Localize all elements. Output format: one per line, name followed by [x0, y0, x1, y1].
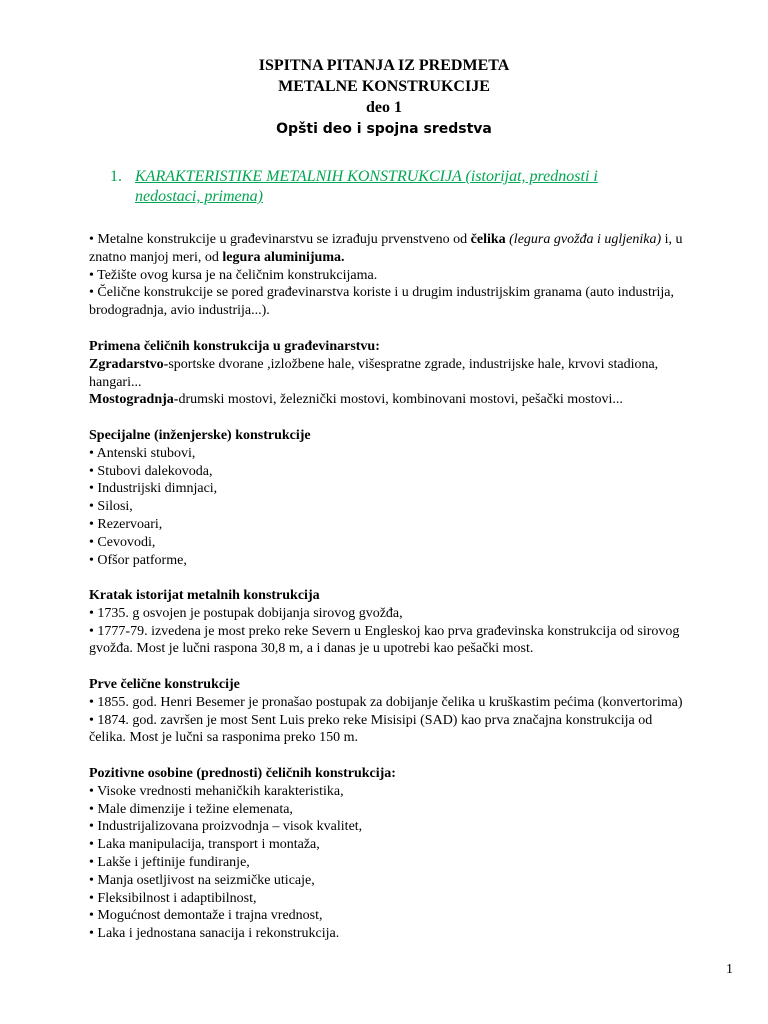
list-item: • Male dimenzije i težine elemenata,: [89, 801, 293, 817]
primena-zgradarstvo-cont: hangari...: [89, 374, 142, 390]
list-item: • Visoke vrednosti mehaničkih karakteristika,: [89, 783, 344, 799]
section-1-title-rest: (istorijat, prednosti i: [461, 168, 598, 185]
intro-line: [89, 231, 737, 249]
list-item: • Lakše i jeftinije fundiranje,: [89, 854, 250, 870]
intro-text: znatno manjoj meri, od: [89, 249, 223, 265]
prve-line: čelika. Most je lučni sa rasponima preko 150 m.: [89, 730, 359, 746]
section-1-title-main: KARAKTERISTIKE METALNIH KONSTRUKCIJA: [135, 168, 462, 185]
intro-bold-term: čelika: [470, 232, 506, 247]
section-1-title-line-2: nedostaci, primena): [135, 188, 263, 205]
prve-heading: Prve čelične konstrukcije: [89, 677, 240, 692]
istorijat-line: • 1735. g osvojen je postupak dobijanja sirovog gvožđa,: [89, 605, 403, 621]
mostogradnja-text: drumski mostovi, železnički mostovi, kombinovani mostovi, pešački mostovi...: [178, 392, 623, 408]
list-item: • Ofšor patforme,: [89, 552, 187, 568]
document-title-line-3: deo 1: [366, 99, 402, 116]
pozitivne-heading: Pozitivne osobine (prednosti) čeličnih konstrukcija:: [89, 766, 396, 781]
list-item: • Cevovodi,: [89, 534, 156, 550]
intro-line: [89, 249, 737, 267]
page-number: 1: [726, 962, 733, 977]
intro-italic-note: (legura gvožđa i ugljenika): [505, 232, 662, 247]
section-1-title: [135, 167, 670, 207]
document-title-line-2: METALNE KONSTRUKCIJE: [278, 78, 490, 95]
document-title-line-1: ISPITNA PITANJA IZ PREDMETA: [258, 57, 510, 74]
prve-line: • 1855. god. Henri Besemer je pronašao postupak za dobijanje čelika u kruškastim pećima (konvertorima): [89, 694, 683, 710]
document-subtitle: Opšti deo i spojna sredstva: [276, 121, 492, 137]
prve-section: [89, 676, 737, 747]
primena-mostogradnja: [89, 391, 737, 409]
list-item: • Silosi,: [89, 499, 133, 515]
intro-line: brodogradnja, avio industrija...).: [89, 303, 270, 319]
list-item: • Laka manipulacija, transport i montaža,: [89, 837, 320, 853]
intro-bold-term: legura aluminijuma.: [222, 249, 345, 265]
specijalne-heading: Specijalne (inženjerske) konstrukcije: [89, 428, 311, 443]
list-item: • Rezervoari,: [89, 516, 163, 532]
intro-text: • Metalne konstrukcije u građevinarstvu se izrađuju prvenstveno od: [89, 232, 471, 247]
intro-paragraphs: [89, 231, 737, 320]
list-item: • Manja osetljivost na seizmičke uticaje,: [89, 872, 315, 888]
intro-text: i, u: [661, 232, 683, 247]
list-item: • Mogućnost demontaže i trajna vrednost,: [89, 908, 323, 924]
section-1-heading: [110, 167, 670, 207]
list-item: • Industrijski dimnjaci,: [89, 481, 218, 497]
list-item: • Industrijalizovana proizvodnja – visok kvalitet,: [89, 819, 363, 835]
list-item: • Antenski stubovi,: [89, 445, 196, 461]
primena-heading: Primena čeličnih konstrukcija u građevinarstvu:: [89, 339, 380, 354]
prve-line: • 1874. god. završen je most Sent Luis preko reke Misisipi (SAD) kao prva značajna konstrukcija od: [89, 712, 653, 728]
list-item: • Stubovi dalekovoda,: [89, 463, 213, 479]
list-item: • Laka i jednostana sanacija i rekonstrukcija.: [89, 926, 340, 942]
istorijat-line: gvožđa. Most je lučni raspona 30,8 m, a i danas je u upotrebi kao pešački most.: [89, 641, 534, 657]
istorijat-heading: Kratak istorijat metalnih konstrukcija: [89, 588, 320, 603]
primena-section: [89, 338, 737, 409]
zgradarstvo-label: Zgradarstvo-: [89, 356, 169, 372]
pozitivne-section: [89, 765, 737, 943]
list-item: • Fleksibilnost i adaptibilnost,: [89, 890, 257, 906]
section-1-number: 1.: [110, 168, 122, 185]
istorijat-section: [89, 587, 737, 658]
mostogradnja-label: Mostogradnja-: [89, 392, 179, 408]
intro-line: • Težište ovog kursa je na čeličnim konstrukcijama.: [89, 267, 378, 283]
istorijat-line: • 1777-79. izvedena je most preko reke Severn u Engleskoj kao prva građevinska konstrukcija od sirovog: [89, 623, 680, 639]
intro-line: • Čelične konstrukcije se pored građevinarstva koriste i u drugim industrijskim granama (auto industrija,: [89, 285, 674, 301]
specijalne-section: [89, 427, 737, 569]
zgradarstvo-text: sportske dvorane ,izložbene hale, višespratne zgrade, industrijske hale, krvovi stadiona,: [168, 356, 659, 372]
primena-zgradarstvo: [89, 356, 737, 374]
